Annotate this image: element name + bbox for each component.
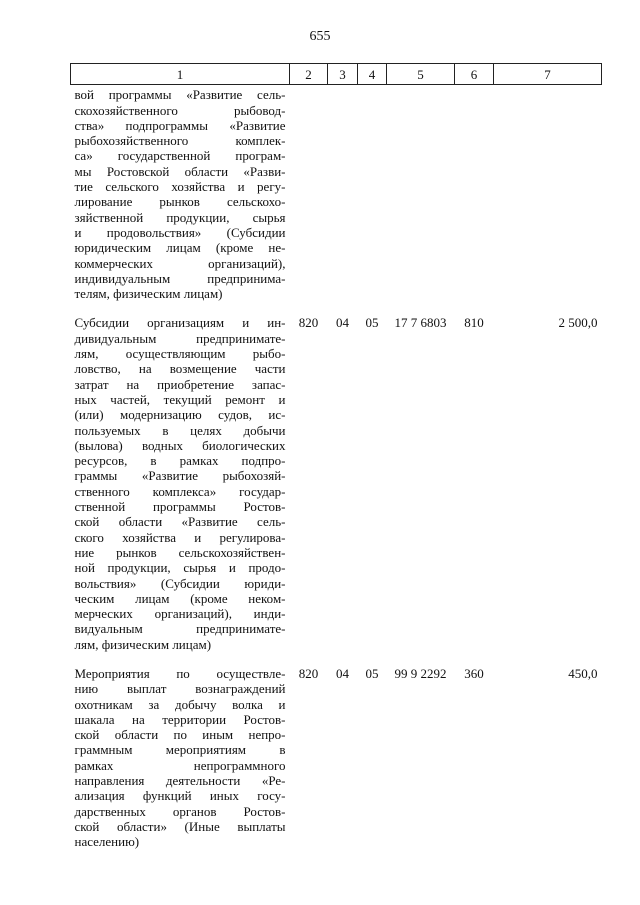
- row-amount: 450,0: [568, 665, 598, 681]
- row-target-article: 17 7 6803: [394, 315, 447, 331]
- description-line: ных частей, текущий ремонт и: [74, 391, 286, 407]
- row-target-article: 99 9 2292: [394, 665, 447, 681]
- header-col-5: 5: [387, 64, 455, 85]
- description-line: нию выплат вознаграждений: [74, 681, 286, 697]
- description-line: Мероприятия по осуществле-: [74, 665, 286, 681]
- header-col-2: 2: [290, 64, 328, 85]
- row-description: [71, 315, 290, 666]
- table-row: [71, 85, 602, 316]
- description-line: ской области по иным непро-: [74, 727, 286, 743]
- description-line: юридическим лицам (кроме не-: [74, 240, 286, 256]
- description-line: ловство, на возмещение части: [74, 361, 286, 377]
- row-subsection-code: 05: [365, 315, 379, 331]
- description-line: дарственных органов Ростов-: [74, 803, 286, 819]
- header-col-1: 1: [71, 64, 290, 85]
- description-line: населению): [74, 834, 140, 850]
- row-ministry-code: 820: [298, 315, 319, 331]
- description-line: Субсидии организациям и ин-: [74, 315, 286, 331]
- description-line: ской области» (Иные выплаты: [74, 818, 286, 834]
- header-col-7: 7: [494, 64, 602, 85]
- description-line: шакала на территории Ростов-: [74, 711, 286, 727]
- table-body: [71, 85, 602, 864]
- budget-table: [70, 63, 602, 864]
- table-row: [71, 315, 602, 666]
- description-line: индивидуальным предпринима-: [74, 270, 286, 286]
- description-line: ственного комплекса» государ-: [74, 483, 286, 499]
- description-line: ной продукции, сырья и продо-: [74, 560, 286, 576]
- row-target-article: [387, 85, 455, 316]
- row-section-code: 04: [336, 315, 349, 331]
- description-line: направления деятельности «Ре-: [74, 773, 286, 789]
- description-line: зяйственной продукции, сырья: [74, 209, 286, 225]
- description-line: скохозяйственного рыбовод-: [74, 102, 286, 118]
- row-description: [71, 85, 290, 316]
- description-line: тие сельского хозяйства и регу-: [74, 179, 286, 195]
- description-line: ние рынков сельскохозяйствен-: [74, 544, 286, 560]
- description-line: охотникам за добычу волка и: [74, 696, 286, 712]
- row-amount: 2 500,0: [558, 315, 598, 331]
- description-line: вой программы «Развитие сель-: [74, 87, 286, 103]
- description-line: (вылова) водных биологических: [74, 437, 286, 453]
- row-subsection-code: 05: [365, 665, 379, 681]
- row-ministry-code: [290, 85, 328, 316]
- description-line: ресурсов, в рамках подпро-: [74, 453, 286, 469]
- description-line: и продовольствия» (Субсидии: [74, 224, 286, 240]
- header-col-6: 6: [455, 64, 494, 85]
- description-line: лирование рынков сельскохо-: [74, 194, 286, 210]
- description-line: (или) модернизацию судов, ис-: [74, 407, 286, 423]
- header-col-3: 3: [328, 64, 358, 85]
- description-line: ственной программы Ростов-: [74, 499, 286, 515]
- header-col-4: 4: [358, 64, 387, 85]
- description-line: ческим лицам (кроме неком-: [74, 590, 286, 606]
- description-line: лям, осуществляющим рыбо-: [74, 346, 286, 362]
- description-line: ализация функций иных госу-: [74, 788, 286, 804]
- description-line: са» государственной програм-: [74, 148, 286, 164]
- row-expense-type: 810: [464, 315, 484, 331]
- page-number: 655: [309, 29, 331, 44]
- row-expense-type: [455, 85, 494, 316]
- row-ministry-code: 820: [298, 665, 319, 681]
- description-line: затрат на приобретение запас-: [74, 376, 286, 392]
- description-line: видуальным предпринимате-: [74, 621, 286, 637]
- header-row: [71, 64, 602, 85]
- description-line: вольствия» (Субсидии юриди-: [74, 575, 286, 591]
- description-line: телям, физическим лицам): [74, 286, 223, 302]
- description-line: ской области «Развитие сель-: [74, 514, 286, 530]
- description-line: рамках непрограммного: [74, 757, 286, 773]
- description-line: коммерческих организаций),: [74, 255, 286, 271]
- row-expense-type: 360: [464, 665, 484, 681]
- description-line: рыбохозяйственного комплек-: [74, 133, 286, 149]
- row-description: [71, 666, 290, 864]
- row-section-code: [328, 85, 358, 316]
- description-line: ского хозяйства и регулирова-: [74, 529, 286, 545]
- description-line: граммы «Развитие рыбохозяй-: [74, 468, 286, 484]
- description-line: лям, физическим лицам): [74, 636, 212, 652]
- description-line: ства» подпрограммы «Развитие: [74, 117, 286, 133]
- row-section-code: 04: [336, 665, 349, 681]
- description-line: дивидуальным предпринимате-: [74, 330, 286, 346]
- description-line: мы Ростовской области «Разви-: [74, 163, 286, 179]
- table-row: [71, 666, 602, 864]
- row-subsection-code: [358, 85, 387, 316]
- description-line: пользуемых в целях добычи: [74, 422, 286, 438]
- description-line: мерческих организаций), инди-: [74, 606, 286, 622]
- row-amount: [494, 85, 602, 316]
- description-line: граммным мероприятиям в: [74, 742, 286, 758]
